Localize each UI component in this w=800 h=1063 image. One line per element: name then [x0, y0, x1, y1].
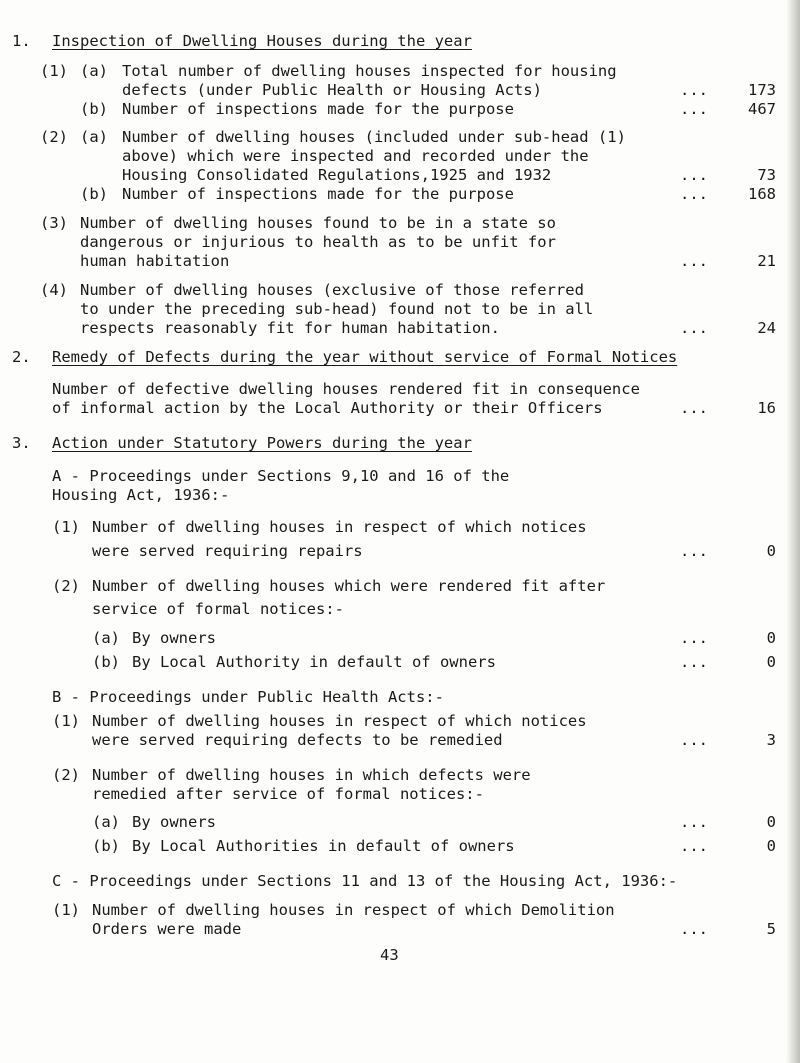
- leader-dots: ...: [680, 399, 708, 417]
- section-1-heading: Inspection of Dwelling Houses during the year: [52, 32, 472, 50]
- item-1-3-number: (3): [40, 214, 68, 232]
- section-1-number: 1.: [12, 32, 31, 50]
- item-3b-2b-value: 0: [766, 837, 776, 855]
- item-3a-2a-label: (a): [92, 629, 120, 647]
- subsection-a-heading: A - Proceedings under Sections 9,10 and 16 of the: [52, 467, 510, 485]
- item-1-1a-label: (a): [80, 62, 108, 80]
- leader-dots: ...: [680, 653, 708, 671]
- leader-dots: ...: [680, 837, 708, 855]
- item-1-2-number: (2): [40, 128, 68, 146]
- item-1-4-value: 24: [757, 319, 776, 337]
- item-3a-1-text: Number of dwelling houses in respect of which notices: [92, 518, 587, 536]
- item-3b-1-value: 3: [766, 731, 776, 749]
- subsection-b-heading: B - Proceedings under Public Health Acts:-: [52, 688, 444, 706]
- item-1-2a-text: above) which were inspected and recorded under the: [122, 147, 589, 165]
- leader-dots: ...: [680, 185, 708, 203]
- item-3b-2a-value: 0: [766, 813, 776, 831]
- leader-dots: ...: [680, 100, 708, 118]
- item-1-2b-label: (b): [80, 185, 108, 203]
- item-1-2b-value: 168: [748, 185, 776, 203]
- item-3a-1-value: 0: [766, 542, 776, 560]
- item-2-text: of informal action by the Local Authority or their Officers: [52, 399, 603, 417]
- leader-dots: ...: [680, 252, 708, 270]
- item-3b-2-text: remedied after service of formal notices:-: [92, 785, 484, 803]
- item-1-1-number: (1): [40, 62, 68, 80]
- item-3a-2a-text: By owners: [132, 629, 216, 647]
- leader-dots: ...: [680, 920, 708, 938]
- leader-dots: ...: [680, 629, 708, 647]
- page-number: 43: [380, 946, 399, 964]
- item-1-1a-value: 173: [748, 81, 776, 99]
- item-1-3-value: 21: [757, 252, 776, 270]
- item-1-4-text: respects reasonably fit for human habitation.: [80, 319, 500, 337]
- item-3c-1-number: (1): [52, 901, 80, 919]
- item-2-value: 16: [757, 399, 776, 417]
- item-1-2a-text: Number of dwelling houses (included under sub-head (1): [122, 128, 626, 146]
- item-3b-1-text: were served requiring defects to be remedied: [92, 731, 503, 749]
- item-3a-1-text: were served requiring repairs: [92, 542, 363, 560]
- item-3b-2-number: (2): [52, 766, 80, 784]
- item-1-1a-text: Total number of dwelling houses inspected for housing: [122, 62, 617, 80]
- item-3b-2a-text: By owners: [132, 813, 216, 831]
- item-1-1a-text: defects (under Public Health or Housing Acts): [122, 81, 542, 99]
- item-3b-1-number: (1): [52, 712, 80, 730]
- item-1-2a-value: 73: [757, 166, 776, 184]
- item-3a-2b-value: 0: [766, 653, 776, 671]
- item-3c-1-value: 5: [766, 920, 776, 938]
- item-1-4-text: Number of dwelling houses (exclusive of those referred: [80, 281, 584, 299]
- item-3c-1-text: Number of dwelling houses in respect of which Demolition: [92, 901, 615, 919]
- section-3-number: 3.: [12, 434, 31, 452]
- section-3-heading: Action under Statutory Powers during the year: [52, 434, 472, 452]
- item-3b-2-text: Number of dwelling houses in which defects were: [92, 766, 531, 784]
- leader-dots: ...: [680, 813, 708, 831]
- leader-dots: ...: [680, 731, 708, 749]
- page-edge-shadow: [786, 0, 800, 1063]
- item-3a-2-text: service of formal notices:-: [92, 600, 344, 618]
- subsection-a-heading: Housing Act, 1936:-: [52, 486, 230, 504]
- item-3b-2a-label: (a): [92, 813, 120, 831]
- section-2-number: 2.: [12, 348, 31, 366]
- item-1-1b-text: Number of inspections made for the purpose: [122, 100, 514, 118]
- item-3a-2-number: (2): [52, 577, 80, 595]
- leader-dots: ...: [680, 166, 708, 184]
- item-3a-2b-text: By Local Authority in default of owners: [132, 653, 496, 671]
- item-1-1b-value: 467: [748, 100, 776, 118]
- subsection-c-heading: C - Proceedings under Sections 11 and 13 of the Housing Act, 1936:-: [52, 872, 678, 890]
- item-1-4-number: (4): [40, 281, 68, 299]
- item-3a-2b-label: (b): [92, 653, 120, 671]
- item-3b-2b-text: By Local Authorities in default of owners: [132, 837, 515, 855]
- leader-dots: ...: [680, 542, 708, 560]
- item-1-2b-text: Number of inspections made for the purpose: [122, 185, 514, 203]
- leader-dots: ...: [680, 319, 708, 337]
- item-3a-2-text: Number of dwelling houses which were rendered fit after: [92, 577, 606, 595]
- item-2-text: Number of defective dwelling houses rendered fit in consequence: [52, 380, 640, 398]
- item-3a-2a-value: 0: [766, 629, 776, 647]
- item-3a-1-number: (1): [52, 518, 80, 536]
- item-1-2a-label: (a): [80, 128, 108, 146]
- leader-dots: ...: [680, 81, 708, 99]
- item-1-3-text: dangerous or injurious to health as to be unfit for: [80, 233, 556, 251]
- section-2-heading: Remedy of Defects during the year without service of Formal Notices: [52, 348, 678, 366]
- item-1-2a-text: Housing Consolidated Regulations,1925 and 1932: [122, 166, 552, 184]
- item-1-3-text: Number of dwelling houses found to be in a state so: [80, 214, 556, 232]
- item-1-1b-label: (b): [80, 100, 108, 118]
- item-3c-1-text: Orders were made: [92, 920, 242, 938]
- item-1-4-text: to under the preceding sub-head) found not to be in all: [80, 300, 594, 318]
- item-3b-2b-label: (b): [92, 837, 120, 855]
- item-1-3-text: human habitation: [80, 252, 230, 270]
- item-3b-1-text: Number of dwelling houses in respect of which notices: [92, 712, 587, 730]
